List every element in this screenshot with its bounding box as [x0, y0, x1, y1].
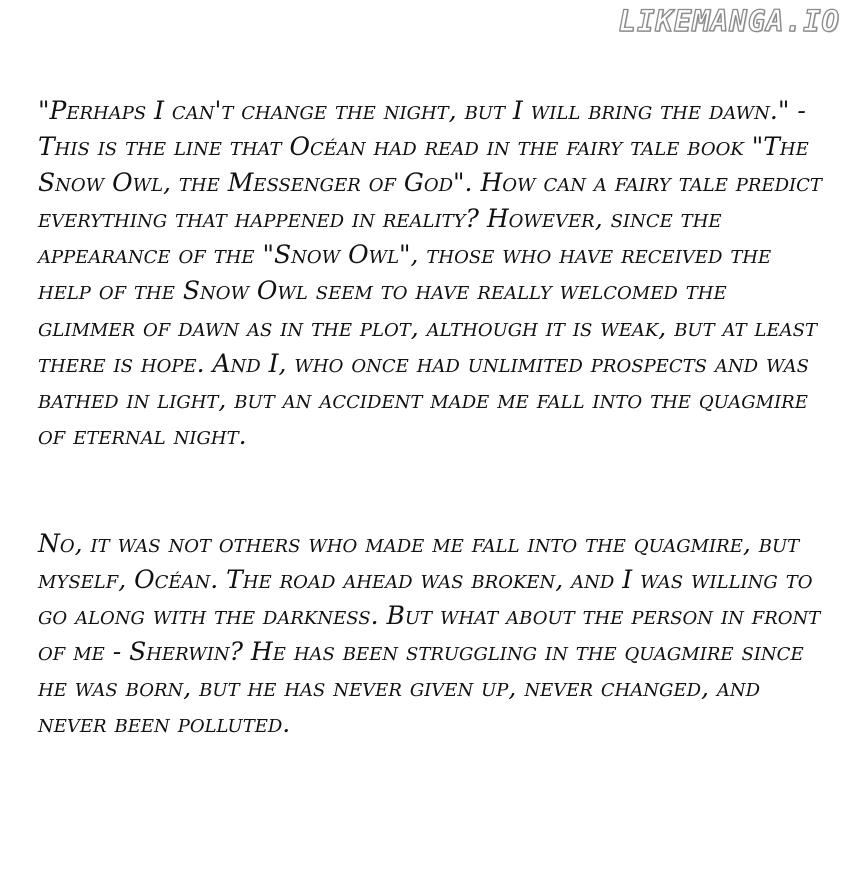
site-watermark: LIKEMANGA.IO — [618, 4, 840, 38]
paragraph-1: "Perhaps I can't change the night, but I will bring the dawn." - This is the line that Océan had read in the fairy tale book "The Snow Owl, the Messenger of God". How can a fairy tale predict everything that happened in reality? However, since the appearance of the "Snow Owl", those who have received the help of the Snow Owl seem to have really welcomed the glimmer of dawn as in the plot, although it is weak, but at least there is hope. And I, who once had unlimited prospects and was bathed in light, but an accident made me fall into the quagmire of eternal night. — [38, 96, 822, 450]
paragraph-2: No, it was not others who made me fall into the quagmire, but myself, Océan. The road ahead was broken, and I was willing to go along with the darkness. But what about the person in front of me - Sherwin? He has been struggling in the quagmire since he was born, but he has never given up, never changed, and never been polluted. — [38, 529, 821, 739]
